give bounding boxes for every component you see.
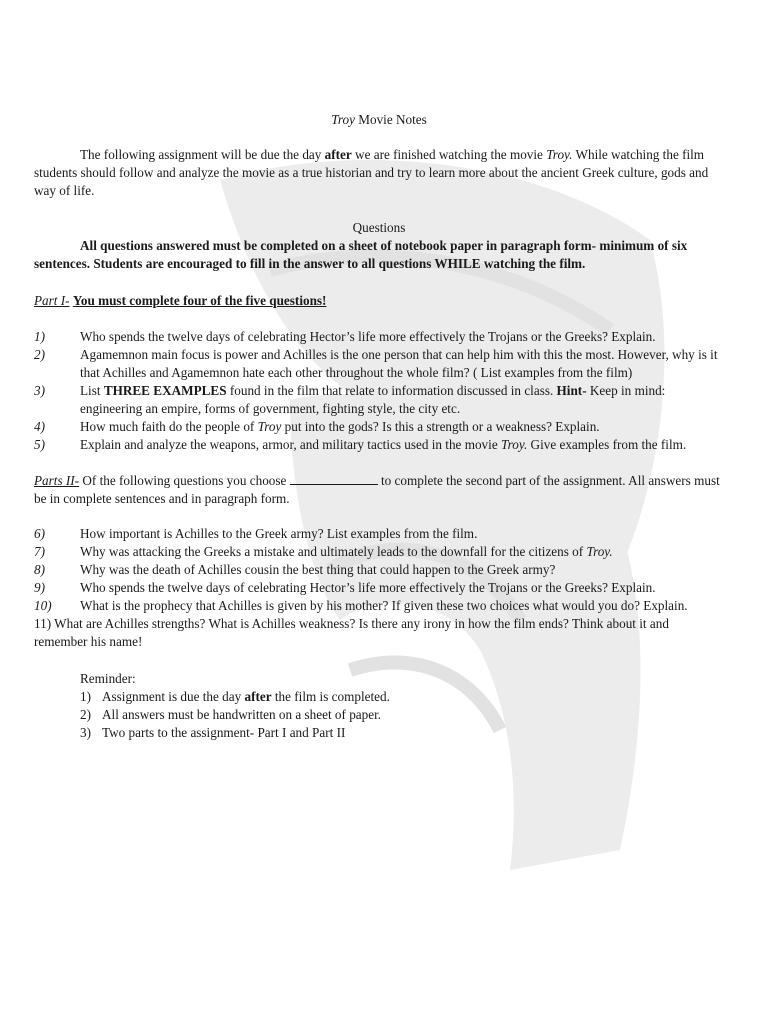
reminder-section: [80, 670, 724, 742]
list-item: 2) Agamemnon main focus is power and Achilles is the one person that can help him with this the most. However, why is it that Achilles and Agamemnon hate each other throughout the whole film? ( List examples from the film): [34, 347, 718, 380]
part1-question-list: [34, 328, 724, 454]
questions-heading: Questions: [352, 220, 406, 235]
part2-heading: Parts II- Of the following questions you choose to complete the second part of the assignment. All answers must be in complete sentences and in paragraph form.: [34, 473, 720, 506]
list-item: 2) All answers must be handwritten on a sheet of paper.: [80, 707, 382, 722]
list-item: 3) List THREE EXAMPLES found in the film that relate to information discussed in class. Hint- Keep in mind: engineering an empire, forms of government, fighting style, the city etc.: [34, 383, 666, 416]
list-item: 1) Assignment is due the day after the film is completed.: [80, 689, 390, 704]
list-item: 6) How important is Achilles to the Greek army? List examples from the film.: [34, 526, 478, 541]
list-item: 7) Why was attacking the Greeks a mistake and ultimately leads to the downfall for the citizens of Troy.: [34, 544, 613, 559]
part1-heading: Part I- You must complete four of the five questions!: [34, 293, 327, 308]
reminder-list: [80, 688, 724, 742]
list-item: 8) Why was the death of Achilles cousin the best thing that could happen to the Greek army?: [34, 562, 556, 577]
instructions-paragraph: All questions answered must be completed on a sheet of notebook paper in paragraph form- minimum of six sentences. Students are encouraged to fill in the answer to all questions WHILE watching the film.: [34, 238, 688, 271]
list-item: 5) Explain and analyze the weapons, armor, and military tactics used in the movie Troy. Give examples from the film.: [34, 437, 687, 452]
list-item: 3) Two parts to the assignment- Part I and Part II: [80, 725, 346, 740]
document-page: [34, 111, 724, 742]
reminder-heading: Reminder:: [80, 671, 136, 686]
document-title: Troy Movie Notes: [331, 112, 427, 127]
list-item: 10) What is the prophecy that Achilles is given by his mother? If given these two choices what would you do? Explain.: [34, 598, 688, 613]
list-item: 11) What are Achilles strengths? What is Achilles weakness? Is there any irony in how the film ends? Think about it and remember his name!: [34, 616, 669, 649]
answer-blank: [290, 472, 378, 485]
list-item: 4) How much faith do the people of Troy put into the gods? Is this a strength or a weakness? Explain.: [34, 419, 600, 434]
part2-question-list: [34, 525, 724, 651]
intro-paragraph: The following assignment will be due the day after we are finished watching the movie Troy. While watching the film students should follow and analyze the movie as a true historian and try to learn more about the ancient Greek culture, gods and way of life.: [34, 147, 709, 198]
list-item: 1) Who spends the twelve days of celebrating Hector’s life more effectively the Trojans or the Greeks? Explain.: [34, 329, 656, 344]
list-item: 9) Who spends the twelve days of celebrating Hector’s life more effectively the Trojans or the Greeks? Explain.: [34, 580, 656, 595]
